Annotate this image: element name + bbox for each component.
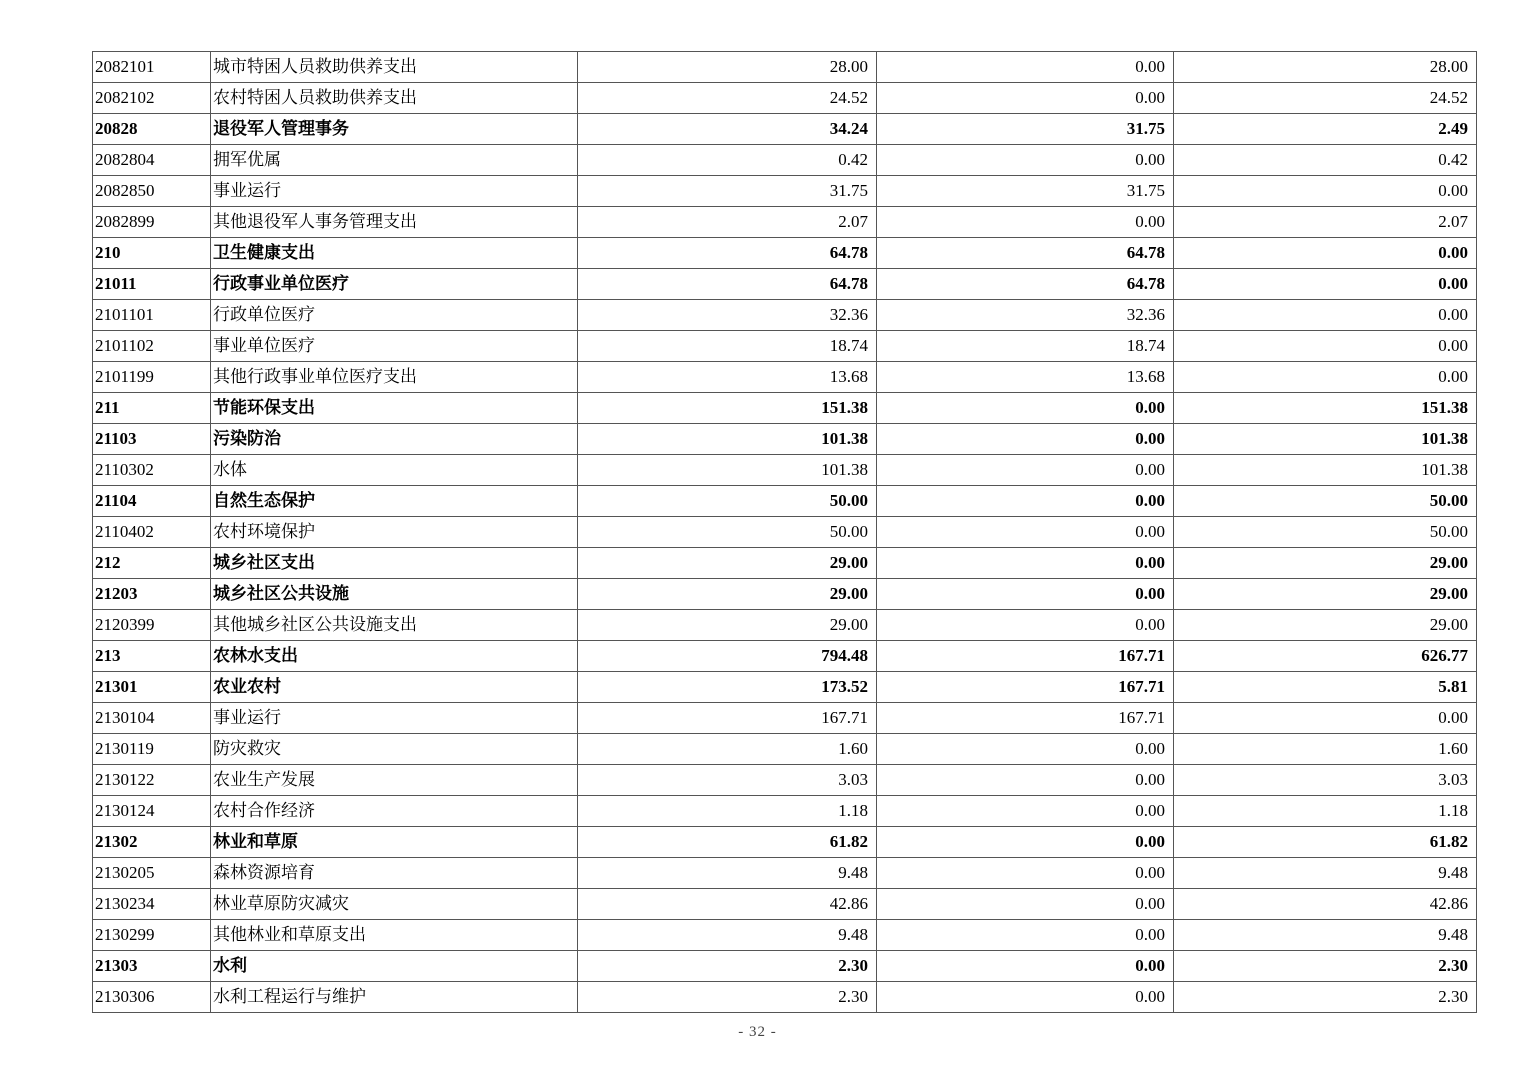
project-expenditure-cell: 29.00 bbox=[1174, 579, 1477, 610]
total-amount-cell: 101.38 bbox=[578, 455, 877, 486]
project-expenditure-cell: 9.48 bbox=[1174, 920, 1477, 951]
total-amount-cell: 2.07 bbox=[578, 207, 877, 238]
project-expenditure-cell: 0.00 bbox=[1174, 703, 1477, 734]
subject-code-cell: 2110402 bbox=[93, 517, 211, 548]
subject-name-cell: 林业草原防灾减灾 bbox=[211, 889, 578, 920]
subject-code-cell: 2130104 bbox=[93, 703, 211, 734]
total-amount-cell: 29.00 bbox=[578, 548, 877, 579]
total-amount-cell: 3.03 bbox=[578, 765, 877, 796]
subject-code-cell: 21302 bbox=[93, 827, 211, 858]
table-row bbox=[93, 579, 1477, 610]
project-expenditure-cell: 0.00 bbox=[1174, 362, 1477, 393]
table-row bbox=[93, 765, 1477, 796]
subject-name-cell: 其他林业和草原支出 bbox=[211, 920, 578, 951]
table-row bbox=[93, 703, 1477, 734]
table-row bbox=[93, 858, 1477, 889]
table-row bbox=[93, 424, 1477, 455]
total-amount-cell: 18.74 bbox=[578, 331, 877, 362]
subject-code-cell: 2110302 bbox=[93, 455, 211, 486]
subject-name-cell: 行政单位医疗 bbox=[211, 300, 578, 331]
table-row bbox=[93, 362, 1477, 393]
subject-code-cell: 2130119 bbox=[93, 734, 211, 765]
table-row bbox=[93, 176, 1477, 207]
total-amount-cell: 31.75 bbox=[578, 176, 877, 207]
total-amount-cell: 34.24 bbox=[578, 114, 877, 145]
basic-expenditure-cell: 0.00 bbox=[877, 517, 1174, 548]
basic-expenditure-cell: 0.00 bbox=[877, 920, 1174, 951]
project-expenditure-cell: 0.00 bbox=[1174, 300, 1477, 331]
total-amount-cell: 173.52 bbox=[578, 672, 877, 703]
basic-expenditure-cell: 0.00 bbox=[877, 548, 1174, 579]
subject-name-cell: 事业运行 bbox=[211, 176, 578, 207]
basic-expenditure-cell: 0.00 bbox=[877, 145, 1174, 176]
subject-name-cell: 农村特困人员救助供养支出 bbox=[211, 83, 578, 114]
basic-expenditure-cell: 0.00 bbox=[877, 982, 1174, 1013]
table-row bbox=[93, 920, 1477, 951]
subject-code-cell: 211 bbox=[93, 393, 211, 424]
subject-name-cell: 农业生产发展 bbox=[211, 765, 578, 796]
total-amount-cell: 50.00 bbox=[578, 486, 877, 517]
subject-code-cell: 2120399 bbox=[93, 610, 211, 641]
table-row bbox=[93, 641, 1477, 672]
project-expenditure-cell: 5.81 bbox=[1174, 672, 1477, 703]
total-amount-cell: 64.78 bbox=[578, 238, 877, 269]
total-amount-cell: 29.00 bbox=[578, 579, 877, 610]
subject-name-cell: 水利 bbox=[211, 951, 578, 982]
subject-code-cell: 2130306 bbox=[93, 982, 211, 1013]
subject-name-cell: 林业和草原 bbox=[211, 827, 578, 858]
subject-name-cell: 其他行政事业单位医疗支出 bbox=[211, 362, 578, 393]
basic-expenditure-cell: 0.00 bbox=[877, 858, 1174, 889]
project-expenditure-cell: 50.00 bbox=[1174, 517, 1477, 548]
project-expenditure-cell: 3.03 bbox=[1174, 765, 1477, 796]
table-row bbox=[93, 486, 1477, 517]
total-amount-cell: 2.30 bbox=[578, 951, 877, 982]
total-amount-cell: 61.82 bbox=[578, 827, 877, 858]
subject-name-cell: 水利工程运行与维护 bbox=[211, 982, 578, 1013]
subject-name-cell: 行政事业单位医疗 bbox=[211, 269, 578, 300]
total-amount-cell: 1.18 bbox=[578, 796, 877, 827]
basic-expenditure-cell: 0.00 bbox=[877, 579, 1174, 610]
table-row bbox=[93, 889, 1477, 920]
subject-code-cell: 2082804 bbox=[93, 145, 211, 176]
total-amount-cell: 32.36 bbox=[578, 300, 877, 331]
project-expenditure-cell: 2.07 bbox=[1174, 207, 1477, 238]
table-row bbox=[93, 517, 1477, 548]
total-amount-cell: 50.00 bbox=[578, 517, 877, 548]
table-row bbox=[93, 114, 1477, 145]
subject-name-cell: 农业农村 bbox=[211, 672, 578, 703]
table-row bbox=[93, 672, 1477, 703]
basic-expenditure-cell: 167.71 bbox=[877, 703, 1174, 734]
project-expenditure-cell: 0.00 bbox=[1174, 269, 1477, 300]
page-number: - 32 - bbox=[738, 1024, 777, 1040]
subject-name-cell: 防灾救灾 bbox=[211, 734, 578, 765]
basic-expenditure-cell: 0.00 bbox=[877, 207, 1174, 238]
subject-code-cell: 21203 bbox=[93, 579, 211, 610]
subject-name-cell: 森林资源培育 bbox=[211, 858, 578, 889]
table-row bbox=[93, 331, 1477, 362]
basic-expenditure-cell: 0.00 bbox=[877, 796, 1174, 827]
project-expenditure-cell: 29.00 bbox=[1174, 610, 1477, 641]
project-expenditure-cell: 151.38 bbox=[1174, 393, 1477, 424]
subject-code-cell: 2082850 bbox=[93, 176, 211, 207]
table-row bbox=[93, 982, 1477, 1013]
total-amount-cell: 28.00 bbox=[578, 52, 877, 83]
table-row bbox=[93, 393, 1477, 424]
table-row bbox=[93, 951, 1477, 982]
basic-expenditure-cell: 0.00 bbox=[877, 393, 1174, 424]
project-expenditure-cell: 626.77 bbox=[1174, 641, 1477, 672]
table-row bbox=[93, 145, 1477, 176]
subject-code-cell: 21303 bbox=[93, 951, 211, 982]
basic-expenditure-cell: 0.00 bbox=[877, 424, 1174, 455]
basic-expenditure-cell: 0.00 bbox=[877, 889, 1174, 920]
project-expenditure-cell: 61.82 bbox=[1174, 827, 1477, 858]
subject-code-cell: 2101199 bbox=[93, 362, 211, 393]
basic-expenditure-cell: 0.00 bbox=[877, 486, 1174, 517]
basic-expenditure-cell: 0.00 bbox=[877, 951, 1174, 982]
subject-name-cell: 农村合作经济 bbox=[211, 796, 578, 827]
project-expenditure-cell: 42.86 bbox=[1174, 889, 1477, 920]
project-expenditure-cell: 101.38 bbox=[1174, 424, 1477, 455]
subject-code-cell: 2130122 bbox=[93, 765, 211, 796]
project-expenditure-cell: 0.42 bbox=[1174, 145, 1477, 176]
project-expenditure-cell: 50.00 bbox=[1174, 486, 1477, 517]
subject-name-cell: 事业运行 bbox=[211, 703, 578, 734]
total-amount-cell: 13.68 bbox=[578, 362, 877, 393]
basic-expenditure-cell: 167.71 bbox=[877, 641, 1174, 672]
basic-expenditure-cell: 13.68 bbox=[877, 362, 1174, 393]
budget-table-container bbox=[92, 51, 1476, 1013]
basic-expenditure-cell: 0.00 bbox=[877, 52, 1174, 83]
basic-expenditure-cell: 0.00 bbox=[877, 765, 1174, 796]
table-row bbox=[93, 207, 1477, 238]
subject-code-cell: 2082101 bbox=[93, 52, 211, 83]
subject-code-cell: 2130299 bbox=[93, 920, 211, 951]
subject-name-cell: 城市特困人员救助供养支出 bbox=[211, 52, 578, 83]
table-row bbox=[93, 83, 1477, 114]
total-amount-cell: 1.60 bbox=[578, 734, 877, 765]
basic-expenditure-cell: 0.00 bbox=[877, 83, 1174, 114]
total-amount-cell: 0.42 bbox=[578, 145, 877, 176]
basic-expenditure-cell: 0.00 bbox=[877, 734, 1174, 765]
subject-name-cell: 自然生态保护 bbox=[211, 486, 578, 517]
subject-name-cell: 农林水支出 bbox=[211, 641, 578, 672]
table-row bbox=[93, 52, 1477, 83]
total-amount-cell: 794.48 bbox=[578, 641, 877, 672]
basic-expenditure-cell: 64.78 bbox=[877, 269, 1174, 300]
subject-code-cell: 212 bbox=[93, 548, 211, 579]
subject-code-cell: 2130124 bbox=[93, 796, 211, 827]
total-amount-cell: 167.71 bbox=[578, 703, 877, 734]
total-amount-cell: 151.38 bbox=[578, 393, 877, 424]
table-row bbox=[93, 455, 1477, 486]
table-row bbox=[93, 269, 1477, 300]
subject-name-cell: 其他退役军人事务管理支出 bbox=[211, 207, 578, 238]
project-expenditure-cell: 2.30 bbox=[1174, 982, 1477, 1013]
budget-expenditure-table bbox=[92, 51, 1477, 1013]
basic-expenditure-cell: 32.36 bbox=[877, 300, 1174, 331]
project-expenditure-cell: 2.30 bbox=[1174, 951, 1477, 982]
subject-code-cell: 21301 bbox=[93, 672, 211, 703]
subject-name-cell: 拥军优属 bbox=[211, 145, 578, 176]
project-expenditure-cell: 9.48 bbox=[1174, 858, 1477, 889]
project-expenditure-cell: 29.00 bbox=[1174, 548, 1477, 579]
subject-name-cell: 农村环境保护 bbox=[211, 517, 578, 548]
project-expenditure-cell: 0.00 bbox=[1174, 238, 1477, 269]
basic-expenditure-cell: 0.00 bbox=[877, 610, 1174, 641]
subject-name-cell: 卫生健康支出 bbox=[211, 238, 578, 269]
subject-code-cell: 2101102 bbox=[93, 331, 211, 362]
basic-expenditure-cell: 0.00 bbox=[877, 827, 1174, 858]
basic-expenditure-cell: 31.75 bbox=[877, 114, 1174, 145]
total-amount-cell: 42.86 bbox=[578, 889, 877, 920]
subject-name-cell: 节能环保支出 bbox=[211, 393, 578, 424]
total-amount-cell: 9.48 bbox=[578, 920, 877, 951]
subject-code-cell: 21104 bbox=[93, 486, 211, 517]
subject-code-cell: 210 bbox=[93, 238, 211, 269]
project-expenditure-cell: 1.18 bbox=[1174, 796, 1477, 827]
subject-code-cell: 2082899 bbox=[93, 207, 211, 238]
project-expenditure-cell: 101.38 bbox=[1174, 455, 1477, 486]
project-expenditure-cell: 2.49 bbox=[1174, 114, 1477, 145]
subject-name-cell: 水体 bbox=[211, 455, 578, 486]
subject-name-cell: 事业单位医疗 bbox=[211, 331, 578, 362]
subject-name-cell: 退役军人管理事务 bbox=[211, 114, 578, 145]
table-row bbox=[93, 827, 1477, 858]
basic-expenditure-cell: 64.78 bbox=[877, 238, 1174, 269]
total-amount-cell: 101.38 bbox=[578, 424, 877, 455]
table-row bbox=[93, 238, 1477, 269]
subject-code-cell: 20828 bbox=[93, 114, 211, 145]
table-row bbox=[93, 734, 1477, 765]
total-amount-cell: 29.00 bbox=[578, 610, 877, 641]
subject-code-cell: 2130205 bbox=[93, 858, 211, 889]
total-amount-cell: 2.30 bbox=[578, 982, 877, 1013]
project-expenditure-cell: 0.00 bbox=[1174, 176, 1477, 207]
subject-code-cell: 21103 bbox=[93, 424, 211, 455]
project-expenditure-cell: 28.00 bbox=[1174, 52, 1477, 83]
project-expenditure-cell: 24.52 bbox=[1174, 83, 1477, 114]
subject-code-cell: 2101101 bbox=[93, 300, 211, 331]
subject-code-cell: 2130234 bbox=[93, 889, 211, 920]
total-amount-cell: 9.48 bbox=[578, 858, 877, 889]
subject-name-cell: 污染防治 bbox=[211, 424, 578, 455]
basic-expenditure-cell: 167.71 bbox=[877, 672, 1174, 703]
project-expenditure-cell: 0.00 bbox=[1174, 331, 1477, 362]
subject-code-cell: 2082102 bbox=[93, 83, 211, 114]
subject-name-cell: 城乡社区支出 bbox=[211, 548, 578, 579]
basic-expenditure-cell: 0.00 bbox=[877, 455, 1174, 486]
total-amount-cell: 24.52 bbox=[578, 83, 877, 114]
table-row bbox=[93, 548, 1477, 579]
total-amount-cell: 64.78 bbox=[578, 269, 877, 300]
subject-name-cell: 城乡社区公共设施 bbox=[211, 579, 578, 610]
basic-expenditure-cell: 18.74 bbox=[877, 331, 1174, 362]
table-body bbox=[93, 52, 1477, 1013]
table-row bbox=[93, 796, 1477, 827]
subject-code-cell: 21011 bbox=[93, 269, 211, 300]
subject-code-cell: 213 bbox=[93, 641, 211, 672]
basic-expenditure-cell: 31.75 bbox=[877, 176, 1174, 207]
table-row bbox=[93, 610, 1477, 641]
subject-name-cell: 其他城乡社区公共设施支出 bbox=[211, 610, 578, 641]
project-expenditure-cell: 1.60 bbox=[1174, 734, 1477, 765]
table-row bbox=[93, 300, 1477, 331]
